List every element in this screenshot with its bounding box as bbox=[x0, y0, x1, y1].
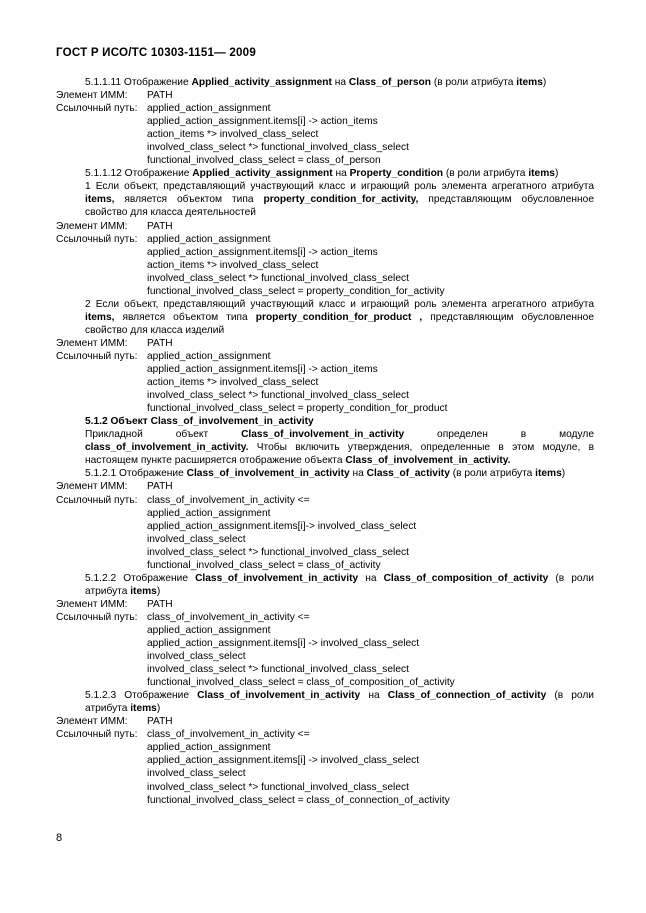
ref-path-row: Ссылочный путь: applied_action_assignment bbox=[56, 233, 271, 245]
ref-path-row: Ссылочный путь: class_of_involvement_in_activity <= bbox=[56, 611, 310, 623]
path-line: involved_class_select *> functional_involved_class_select bbox=[147, 272, 409, 284]
ref-path-row: Ссылочный путь: class_of_involvement_in_activity <= bbox=[56, 494, 310, 506]
path-line: action_items *> involved_class_select bbox=[147, 377, 319, 389]
path-line: applied_action_assignment bbox=[147, 742, 271, 754]
element-row: Элемент ИММ: PATH bbox=[56, 90, 173, 102]
path-line: involved_class_select *> functional_involved_class_select bbox=[147, 664, 409, 676]
path-line: action_items *> involved_class_select bbox=[147, 259, 319, 271]
element-row: Элемент ИММ: PATH bbox=[56, 598, 173, 610]
section-heading-5-1-2: 5.1.2 Объект Class_of_involvement_in_activity bbox=[85, 416, 314, 428]
path-line: functional_involved_class_select = class_of_composition_of_activity bbox=[147, 677, 455, 689]
ref-path-row: Ссылочный путь: applied_action_assignment bbox=[56, 103, 271, 115]
path-line: functional_involved_class_select = property_condition_for_activity bbox=[147, 285, 445, 297]
intro-paragraph: Прикладной объект Class_of_involvement_in_activity определен в модуле class_of_involvement_in_activity. Чтобы включить утверждения, определенные в этом модуле, в настоящем пункте расширяется отображение объекта Class_of_involvement_in_activity. bbox=[85, 429, 594, 467]
section-heading-5-1-2-1: 5.1.2.1 Отображение Class_of_involvement_in_activity на Class_of_activity (в роли атрибута items) bbox=[85, 468, 566, 480]
path-line: involved_class_select *> functional_involved_class_select bbox=[147, 781, 409, 793]
element-row: Элемент ИММ: PATH bbox=[56, 337, 173, 349]
path-line: involved_class_select *> functional_involved_class_select bbox=[147, 546, 409, 558]
path-line: applied_action_assignment.items[i] -> action_items bbox=[147, 246, 378, 258]
page-number: 8 bbox=[56, 832, 63, 844]
path-line: involved_class_select bbox=[147, 533, 246, 545]
section-heading-5-1-2-2: 5.1.2.2 Отображение Class_of_involvement_in_activity на Class_of_composition_of_activity (в роли атрибута items) bbox=[85, 572, 594, 597]
path-line: applied_action_assignment.items[i]-> involved_class_select bbox=[147, 520, 417, 532]
ref-path-row: Ссылочный путь: applied_action_assignment bbox=[56, 350, 271, 362]
element-row: Элемент ИММ: PATH bbox=[56, 220, 173, 232]
path-line: applied_action_assignment.items[i] -> action_items bbox=[147, 116, 378, 128]
case-paragraph-2: 2 Если объект, представляющий участвующий класс и играющий роль элемента агрегатного атрибута items, является объектом типа property_condition_for_product , представляющим обусловленное свойство для класса изделий bbox=[85, 298, 595, 336]
path-line: applied_action_assignment.items[i] -> involved_class_select bbox=[147, 638, 420, 650]
document-body bbox=[56, 76, 594, 807]
section-heading-5-1-1-12: 5.1.1.12 Отображение Applied_activity_assignment на Property_condition (в роли атрибута items) bbox=[85, 168, 559, 180]
ref-path-row: Ссылочный путь: class_of_involvement_in_activity <= bbox=[56, 729, 310, 741]
document-header: ГОСТ Р ИСО/ТС 10303-1151— 2009 bbox=[56, 46, 256, 59]
case-paragraph-1: 1 Если объект, представляющий участвующий класс и играющий роль элемента агрегатного атрибута items, является объектом типа property_condition_for_activity, представляющим обусловленное свойство для класса деятельностей bbox=[85, 181, 594, 219]
section-heading-5-1-1-11: 5.1.1.11 Отображение Applied_activity_assignment на Class_of_person (в роли атрибута items) bbox=[85, 77, 547, 88]
path-line: applied_action_assignment.items[i] -> involved_class_select bbox=[147, 755, 420, 767]
path-line: involved_class_select bbox=[147, 651, 246, 663]
path-line: functional_involved_class_select = class_of_activity bbox=[147, 559, 381, 571]
path-line: involved_class_select bbox=[147, 768, 246, 780]
path-line: action_items *> involved_class_select bbox=[147, 129, 319, 141]
section-heading-5-1-2-3: 5.1.2.3 Отображение Class_of_involvement_in_activity на Class_of_connection_of_activity (в роли атрибута items) bbox=[85, 690, 594, 715]
path-line: functional_involved_class_select = class_of_person bbox=[147, 155, 381, 167]
path-line: involved_class_select *> functional_involved_class_select bbox=[147, 142, 409, 154]
path-line: functional_involved_class_select = property_condition_for_product bbox=[147, 403, 448, 415]
path-line: involved_class_select *> functional_involved_class_select bbox=[147, 390, 409, 402]
path-line: applied_action_assignment bbox=[147, 624, 271, 636]
path-line: applied_action_assignment.items[i] -> action_items bbox=[147, 364, 378, 376]
path-line: functional_involved_class_select = class_of_connection_of_activity bbox=[147, 794, 450, 806]
path-line: applied_action_assignment bbox=[147, 507, 271, 519]
element-row: Элемент ИММ: PATH bbox=[56, 716, 173, 728]
element-row: Элемент ИММ: PATH bbox=[56, 481, 173, 493]
